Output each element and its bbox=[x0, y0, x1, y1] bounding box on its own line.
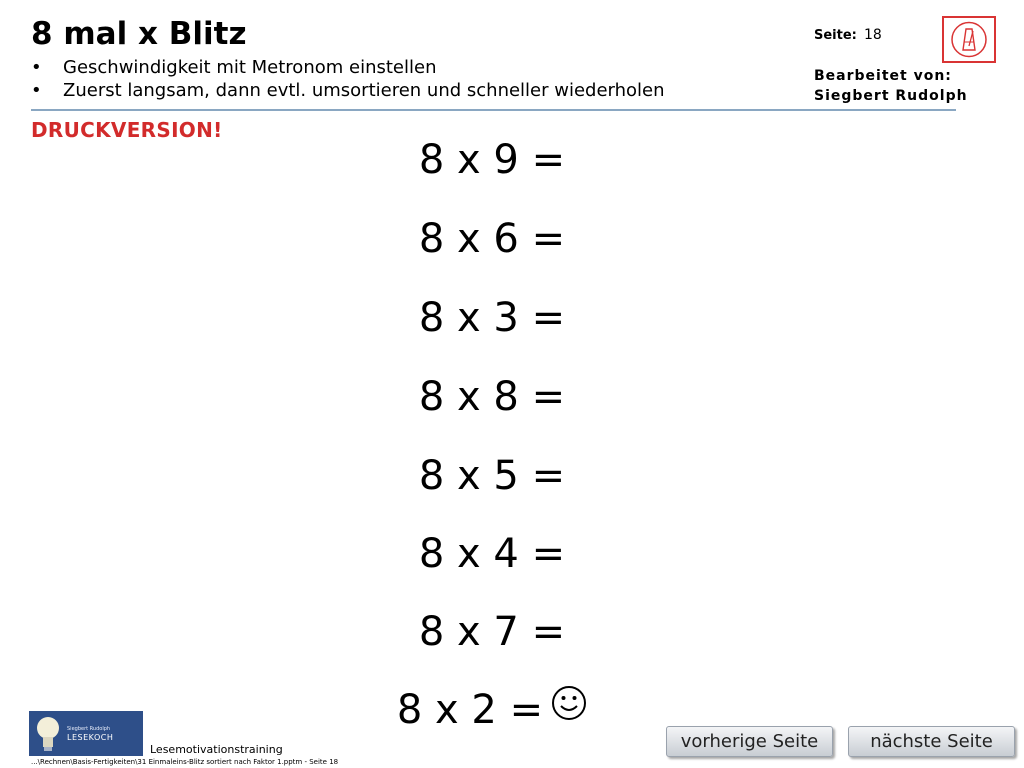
print-version-label: DRUCKVERSION! bbox=[31, 118, 223, 142]
header-divider bbox=[31, 109, 956, 111]
task-item: 8 x 9 = bbox=[418, 137, 566, 183]
task-item: 8 x 2 = bbox=[300, 687, 684, 735]
smiley-icon bbox=[551, 685, 587, 731]
page-number: 18 bbox=[864, 27, 882, 43]
task-item: 8 x 8 = bbox=[418, 374, 566, 420]
edited-by-label: Bearbeitet von: bbox=[814, 68, 952, 84]
program-label: Lesemotivationstraining bbox=[150, 743, 283, 756]
next-page-button[interactable]: nächste Seite bbox=[848, 726, 1015, 757]
instruction-item: • Zuerst langsam, dann evtl. umsortieren und schneller wiederholen bbox=[31, 79, 665, 102]
task-item: 8 x 5 = bbox=[418, 453, 566, 499]
author-name: Siegbert Rudolph bbox=[814, 88, 968, 104]
lesekoch-logo bbox=[29, 711, 143, 756]
task-item: 8 x 6 = bbox=[418, 216, 566, 262]
logo-name: Siegbert Rudolph bbox=[67, 726, 111, 732]
instruction-list bbox=[31, 56, 665, 102]
lightbulb-icon bbox=[33, 715, 63, 753]
metronome-button[interactable] bbox=[942, 16, 996, 63]
metronome-icon bbox=[944, 18, 994, 61]
author-block bbox=[814, 66, 968, 106]
instruction-item: • Geschwindigkeit mit Metronom einstellen bbox=[31, 56, 665, 79]
page-label: Seite: bbox=[814, 28, 857, 43]
file-path: ...\Rechnen\Basis-Fertigkeiten\31 Einmaleins-Blitz sortiert nach Faktor 1.pptm - Seite 18 bbox=[31, 758, 339, 766]
previous-page-button[interactable]: vorherige Seite bbox=[666, 726, 833, 757]
task-item: 8 x 4 = bbox=[418, 531, 566, 577]
page-title: 8 mal x Blitz bbox=[31, 16, 247, 52]
logo-text: LESEKOCH bbox=[67, 733, 114, 742]
task-item: 8 x 3 = bbox=[418, 295, 566, 341]
task-item: 8 x 7 = bbox=[418, 609, 566, 655]
